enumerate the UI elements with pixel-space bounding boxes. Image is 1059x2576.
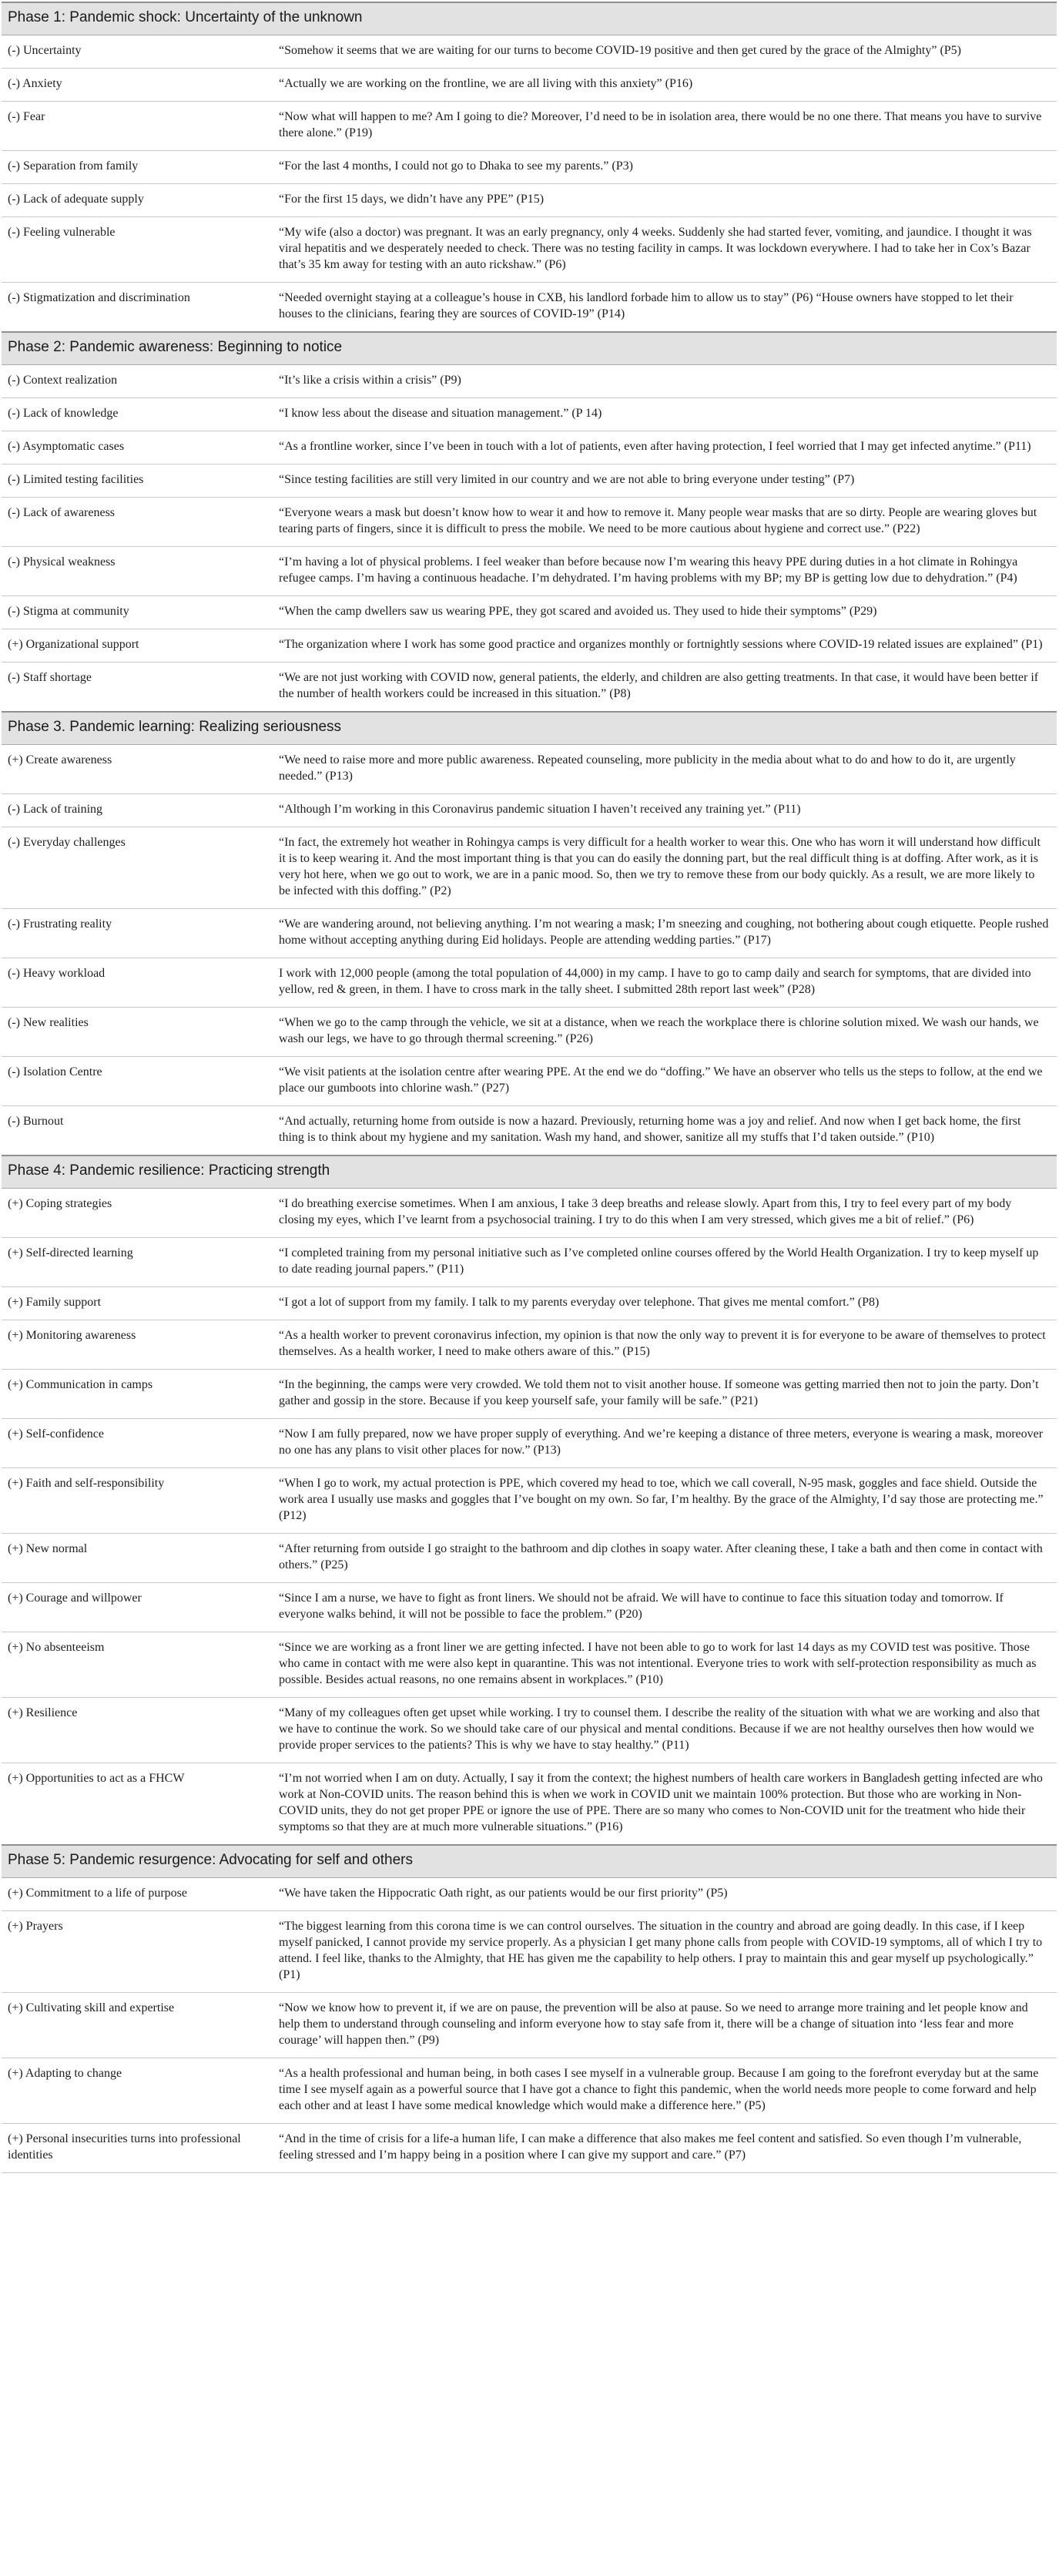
quote-cell: “Now I am fully prepared, now we have proper supply of everything. And we’re keeping a distance of three meters, everyone is wearing a mask, moreover no one has any plans to visit other places for now.” (P13) — [270, 1419, 1057, 1468]
table-row — [2, 1698, 1057, 1763]
theme-cell: (+) Cultivating skill and expertise — [2, 1993, 270, 2058]
table-row — [2, 35, 1057, 69]
table-row — [2, 1238, 1057, 1287]
table-row — [2, 958, 1057, 1008]
table-row — [2, 69, 1057, 102]
quote-cell: “Somehow it seems that we are waiting for our turns to become COVID-19 positive and then get cured by the grace of the Almighty” (P5) — [270, 35, 1057, 69]
theme-cell: (+) No absenteeism — [2, 1632, 270, 1698]
theme-cell: (-) Separation from family — [2, 151, 270, 184]
quote-cell: “The biggest learning from this corona time is we can control ourselves. The situation in the country and abroad are going deadly. In this case, if I keep myself panicked, I cannot provide my service properly. As a physician I get many phone calls from people with COVID-19 symptoms, all of which I try to attend. I feel like, thanks to the Almighty, that HE has given me the capability to help others. I pray to maintain this and gear myself up psychologically.” (P1) — [270, 1911, 1057, 1993]
quote-cell: “We need to raise more and more public awareness. Repeated counseling, more publicity in the media about what to do and how to do it, are urgently needed.” (P13) — [270, 745, 1057, 794]
theme-cell: (-) Heavy workload — [2, 958, 270, 1008]
table-row — [2, 662, 1057, 713]
quote-cell: “When I go to work, my actual protection is PPE, which covered my head to toe, which we call coverall, N-95 mask, goggles and face shield. Outside the work area I usually use masks and goggles that I’ve bought on my own. So far, I’m healthy. By the grace of the Almighty, I’d say those are protecting me.” (P12) — [270, 1468, 1057, 1534]
quote-cell: I work with 12,000 people (among the total population of 44,000) in my camp. I have to go to camp daily and search for symptoms, that are divided into yellow, red & green, in them. I have to cross mark in the tally sheet. I submitted 28th report last week” (P28) — [270, 958, 1057, 1008]
theme-cell: (+) Personal insecurities turns into professional identities — [2, 2124, 270, 2173]
phase-title: Phase 3. Pandemic learning: Realizing seriousness — [2, 712, 1057, 745]
theme-cell: (-) Limited testing facilities — [2, 465, 270, 498]
table-row — [2, 1993, 1057, 2058]
table-row — [2, 465, 1057, 498]
theme-cell: (+) Commitment to a life of purpose — [2, 1878, 270, 1911]
quote-cell: “It’s like a crisis within a crisis” (P9) — [270, 365, 1057, 398]
quote-cell: “We are not just working with COVID now, general patients, the elderly, and children are also getting treatments. In that case, it would have been better if the number of health workers could be increased in this situation.” (P8) — [270, 662, 1057, 713]
quote-cell: “Since testing facilities are still very limited in our country and we are not able to bring everyone under testing” (P7) — [270, 465, 1057, 498]
theme-cell: (+) Prayers — [2, 1911, 270, 1993]
theme-cell: (-) Uncertainty — [2, 35, 270, 69]
quote-cell: “Since I am a nurse, we have to fight as front liners. We should not be afraid. We will have to continue to face this situation today and tomorrow. If everyone walks behind, it will not be possible to face the problem.” (P20) — [270, 1583, 1057, 1632]
quote-cell: “For the last 4 months, I could not go to Dhaka to see my parents.” (P3) — [270, 151, 1057, 184]
theme-cell: (+) Adapting to change — [2, 2058, 270, 2124]
quote-cell: “Since we are working as a front liner we are getting infected. I have not been able to go to work for last 14 days as my COVID test was positive. Those who came in contact with me were also kept in quarantine. This was not intentional. Everyone tries to work with self-protection responsibility as much as possible. Besides actual reasons, no one remains absent in workplaces.” (P10) — [270, 1632, 1057, 1698]
theme-cell: (+) Coping strategies — [2, 1189, 270, 1238]
table-row — [2, 1911, 1057, 1993]
theme-cell: (+) Resilience — [2, 1698, 270, 1763]
quotes-table — [2, 2, 1057, 2173]
table-row — [2, 827, 1057, 909]
table-row — [2, 596, 1057, 629]
theme-cell: (+) Communication in camps — [2, 1370, 270, 1419]
table-row — [2, 2058, 1057, 2124]
theme-cell: (-) Context realization — [2, 365, 270, 398]
theme-cell: (-) Feeling vulnerable — [2, 217, 270, 283]
phase-title: Phase 4: Pandemic resilience: Practicing strength — [2, 1156, 1057, 1189]
table-row — [2, 1419, 1057, 1468]
theme-cell: (-) Isolation Centre — [2, 1057, 270, 1106]
phase-title: Phase 5: Pandemic resurgence: Advocating for self and others — [2, 1845, 1057, 1878]
theme-cell: (-) New realities — [2, 1008, 270, 1057]
quote-cell: “I’m not worried when I am on duty. Actually, I say it from the context; the highest numbers of health care workers in Bangladesh getting infected are who work at Non-COVID units. The reason behind this is when we work in COVID unit we maintain 100% protection. But those who are working in Non-COVID units, they do not get proper PPE or ignore the use of PPE. There are so many who comes to Non-COVID unit for the treatment who hide their symptoms so that they are at much more vulnerable situations.” (P16) — [270, 1763, 1057, 1846]
quote-cell: “The organization where I work has some good practice and organizes monthly or fortnightly sessions where COVID-19 related issues are explained” (P1) — [270, 629, 1057, 662]
table-row — [2, 1008, 1057, 1057]
table-row — [2, 102, 1057, 151]
theme-cell: (+) Family support — [2, 1287, 270, 1320]
quote-cell: “I’m having a lot of physical problems. I feel weaker than before because now I’m wearing this heavy PPE during duties in a hot climate in Rohingya refugee camps. I’m having a continuous headache. I’m dehydrated. I’m having problems with my BP; my BP is getting low due to dehydration.” (P4) — [270, 547, 1057, 596]
quote-cell: “We are wandering around, not believing anything. I’m not wearing a mask; I’m sneezing and coughing, not bothering about cough etiquette. People rushed home without accepting anything during Eid holidays. People are attending wedding parties.” (P17) — [270, 909, 1057, 958]
quote-cell: “In the beginning, the camps were very crowded. We told them not to visit another house. If someone was getting married then not to join the party. Don’t gather and gossip in the store. Because if you keep yourself safe, your family will be safe.” (P21) — [270, 1370, 1057, 1419]
quote-cell: “Now what will happen to me? Am I going to die? Moreover, I’d need to be in isolation area, there would be no one there. That means you have to survive there alone.” (P19) — [270, 102, 1057, 151]
table-row — [2, 217, 1057, 283]
table-row — [2, 498, 1057, 547]
quote-cell: “I do breathing exercise sometimes. When I am anxious, I take 3 deep breaths and release slowly. Apart from this, I try to feel every part of my body closing my eyes, which I’ve learnt from a psychosocial training. I try to do this when I am very stressed, which gives me a bit of relief.” (P6) — [270, 1189, 1057, 1238]
theme-cell: (-) Everyday challenges — [2, 827, 270, 909]
quote-cell: “As a health worker to prevent coronavirus infection, my opinion is that now the only way to prevent it is for everyone to be aware of themselves to protect themselves. As a health worker, I need to make others aware of this.” (P15) — [270, 1320, 1057, 1370]
quote-cell: “Many of my colleagues often get upset while working. I try to counsel them. I describe the reality of the situation with what we are working and also that we have to continue the work. So we should take care of our physical and mental conditions. Because if we are not healthy ourselves then how would we provide proper services to the patients? This is why we have to stay healthy.” (P11) — [270, 1698, 1057, 1763]
theme-cell: (-) Stigma at community — [2, 596, 270, 629]
theme-cell: (-) Fear — [2, 102, 270, 151]
theme-cell: (-) Asymptomatic cases — [2, 431, 270, 465]
quotes-table-body — [2, 2, 1057, 2173]
theme-cell: (-) Physical weakness — [2, 547, 270, 596]
quote-cell: “We have taken the Hippocratic Oath right, as our patients would be our first priority” (P5) — [270, 1878, 1057, 1911]
theme-cell: (+) Organizational support — [2, 629, 270, 662]
table-row — [2, 1320, 1057, 1370]
table-row — [2, 1106, 1057, 1156]
table-row — [2, 2124, 1057, 2173]
table-row — [2, 1287, 1057, 1320]
quote-cell: “I got a lot of support from my family. I talk to my parents everyday over telephone. That gives me mental comfort.” (P8) — [270, 1287, 1057, 1320]
theme-cell: (+) Self-directed learning — [2, 1238, 270, 1287]
theme-cell: (+) Courage and willpower — [2, 1583, 270, 1632]
table-row — [2, 398, 1057, 431]
table-row — [2, 1189, 1057, 1238]
table-row — [2, 365, 1057, 398]
quote-cell: “As a frontline worker, since I’ve been in touch with a lot of patients, even after having protection, I feel worried that I may get infected anytime.” (P11) — [270, 431, 1057, 465]
quote-cell: “My wife (also a doctor) was pregnant. It was an early pregnancy, only 4 weeks. Suddenly she had started fever, vomiting, and jaundice. I thought it was viral hepatitis and we desperately needed to check. There was no testing facility in camps. It was lockdown everywhere. I had to take her in Cox’s Bazar that’s 35 km away for testing with an auto rickshaw.” (P6) — [270, 217, 1057, 283]
quote-cell: “I completed training from my personal initiative such as I’ve completed online courses offered by the World Health Organization. I try to keep myself up to date reading journal papers.” (P11) — [270, 1238, 1057, 1287]
table-row — [2, 431, 1057, 465]
table-row — [2, 745, 1057, 794]
quote-cell: “When the camp dwellers saw us wearing PPE, they got scared and avoided us. They used to hide their symptoms” (P29) — [270, 596, 1057, 629]
quote-cell: “Needed overnight staying at a colleague’s house in CXB, his landlord forbade him to allow us to stay” (P6) “House owners have stopped to let their houses to the clinicians, fearing they are sources of COVID-19” (P14) — [270, 283, 1057, 333]
phase-title: Phase 2: Pandemic awareness: Beginning to notice — [2, 332, 1057, 365]
phase-header-row — [2, 1156, 1057, 1189]
quote-cell: “Now we know how to prevent it, if we are on pause, the prevention will be also at pause. So we need to arrange more training and let people know and help them to understand through counseling and inform everyone how to stay safe from it, there will be a change of situation into ‘less fear and more courage’ will happen then.” (P9) — [270, 1993, 1057, 2058]
quote-cell: “I know less about the disease and situation management.” (P 14) — [270, 398, 1057, 431]
table-row — [2, 1632, 1057, 1698]
table-row — [2, 794, 1057, 827]
phase-header-row — [2, 332, 1057, 365]
table-row — [2, 1057, 1057, 1106]
quote-cell: “As a health professional and human being, in both cases I see myself in a vulnerable group. Because I am going to the forefront everyday but at the same time I see myself again as a powerful source that I have got a chance to fight this pandemic, when the world needs more people to come forward and help each other and at least I have some medical knowledge which would make a difference here.” (P5) — [270, 2058, 1057, 2124]
theme-cell: (-) Lack of awareness — [2, 498, 270, 547]
quote-cell: “When we go to the camp through the vehicle, we sit at a distance, when we reach the workplace there is chlorine solution mixed. We wash our hands, we wash our legs, we have to go through thermal screening.” (P26) — [270, 1008, 1057, 1057]
theme-cell: (+) New normal — [2, 1534, 270, 1583]
quote-cell: “We visit patients at the isolation centre after wearing PPE. At the end we do “doffing.” We have an observer who tells us the steps to follow, at the end we place our gumboots into chlorine wash.” (P27) — [270, 1057, 1057, 1106]
table-row — [2, 1468, 1057, 1534]
theme-cell: (-) Lack of knowledge — [2, 398, 270, 431]
theme-cell: (-) Lack of training — [2, 794, 270, 827]
table-row — [2, 151, 1057, 184]
phase-header-row — [2, 1845, 1057, 1878]
theme-cell: (-) Frustrating reality — [2, 909, 270, 958]
table-row — [2, 184, 1057, 217]
phase-header-row — [2, 712, 1057, 745]
theme-cell: (-) Lack of adequate supply — [2, 184, 270, 217]
quote-cell: “Everyone wears a mask but doesn’t know how to wear it and how to remove it. Many people wear masks that are so dirty. People are wearing gloves but tearing parts of fingers, since it is difficult to press the mobile. We need to be more cautious about hygiene and correct use.” (P22) — [270, 498, 1057, 547]
quote-cell: “Actually we are working on the frontline, we are all living with this anxiety” (P16) — [270, 69, 1057, 102]
table-row — [2, 1583, 1057, 1632]
theme-cell: (-) Stigmatization and discrimination — [2, 283, 270, 333]
quote-cell: “Although I’m working in this Coronavirus pandemic situation I haven’t received any training yet.” (P11) — [270, 794, 1057, 827]
phase-header-row — [2, 2, 1057, 35]
quote-cell: “After returning from outside I go straight to the bathroom and dip clothes in soapy water. After cleaning these, I take a bath and then come in contact with others.” (P25) — [270, 1534, 1057, 1583]
theme-cell: (+) Monitoring awareness — [2, 1320, 270, 1370]
theme-cell: (-) Staff shortage — [2, 662, 270, 713]
theme-cell: (+) Create awareness — [2, 745, 270, 794]
quote-cell: “In fact, the extremely hot weather in Rohingya camps is very difficult for a health worker to wear this. One who has worn it will understand how difficult it is to keep wearing it. And the most important thing is that you can do easily the donning part, but the real difficult thing is at doffing. After work, as it is very hot here, when we go out to work, we are in a panic mood. So, then we try to remove these from our body quickly. As a result, we are more likely to be infected with this doffing.” (P2) — [270, 827, 1057, 909]
table-row — [2, 547, 1057, 596]
quote-cell: “And in the time of crisis for a life-a human life, I can make a difference that also makes me feel content and satisfied. So even though I’m vulnerable, feeling stressed and I’m happy being in a position where I can give my support and care.” (P7) — [270, 2124, 1057, 2173]
theme-cell: (-) Burnout — [2, 1106, 270, 1156]
table-row — [2, 909, 1057, 958]
theme-cell: (+) Self-confidence — [2, 1419, 270, 1468]
table-row — [2, 1370, 1057, 1419]
phase-title: Phase 1: Pandemic shock: Uncertainty of the unknown — [2, 2, 1057, 35]
table-row — [2, 1763, 1057, 1846]
table-row — [2, 1534, 1057, 1583]
theme-cell: (+) Opportunities to act as a FHCW — [2, 1763, 270, 1846]
table-row — [2, 283, 1057, 333]
theme-cell: (+) Faith and self-responsibility — [2, 1468, 270, 1534]
table-row — [2, 1878, 1057, 1911]
table-row — [2, 629, 1057, 662]
quote-cell: “For the first 15 days, we didn’t have any PPE” (P15) — [270, 184, 1057, 217]
quote-cell: “And actually, returning home from outside is now a hazard. Previously, returning home was a joy and relief. And now when I get back home, the first thing is to think about my hygiene and my sanitation. Wash my hand, and shower, sanitize all my stuffs that I’d taken outside.” (P10) — [270, 1106, 1057, 1156]
theme-cell: (-) Anxiety — [2, 69, 270, 102]
